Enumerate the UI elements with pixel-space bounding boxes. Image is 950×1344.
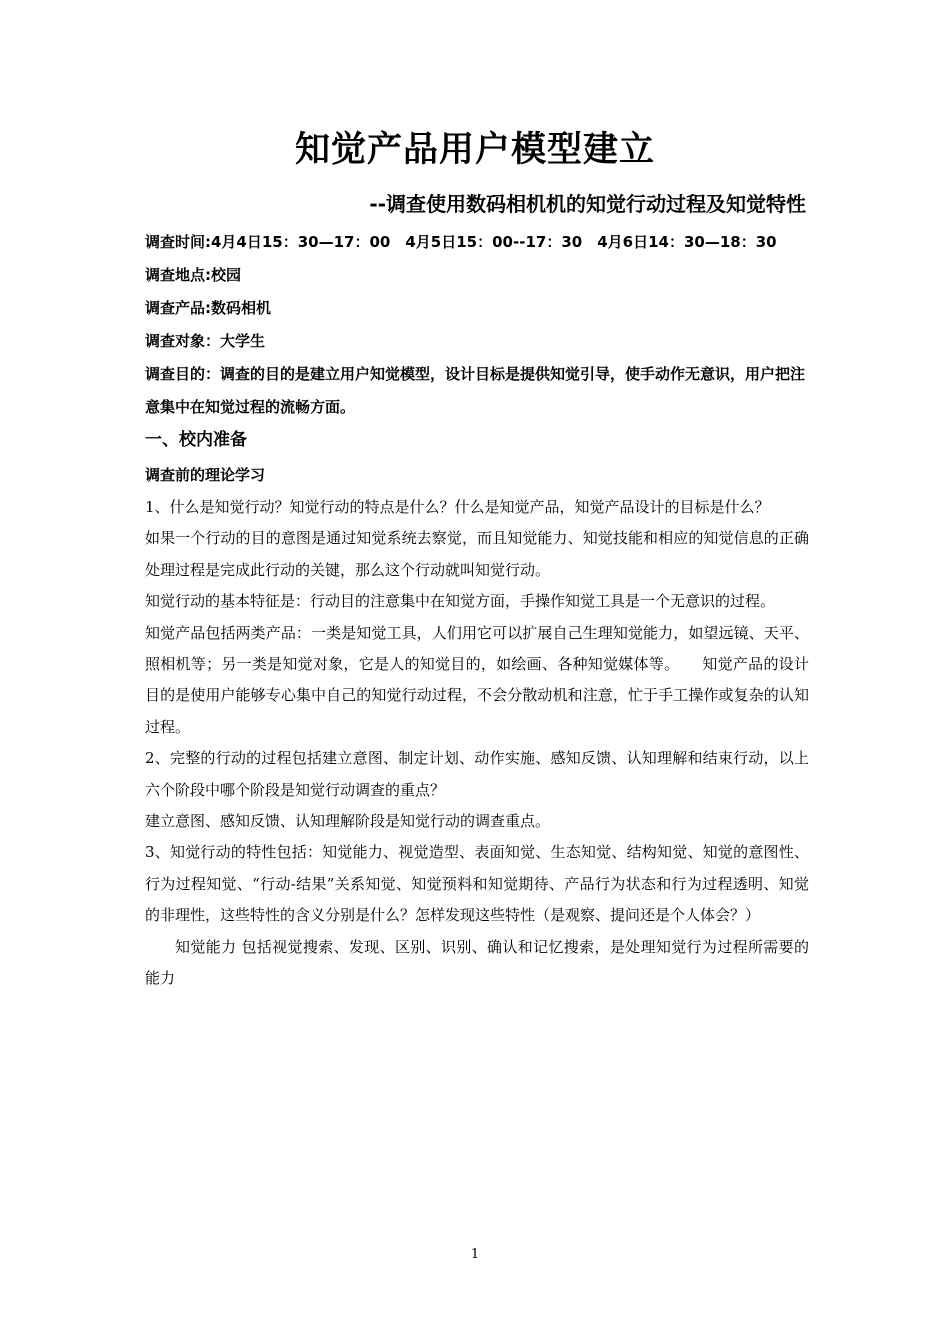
section-subheading: 调查前的理论学习 — [145, 466, 266, 484]
document-body — [145, 226, 809, 995]
paragraph-question-3: 3、知觉行动的特性包括：知觉能力、视觉造型、表面知觉、生态知觉、结构知觉、知觉的意图性、行为过程知觉、“行动-结果”关系知觉、知觉预料和知觉期待、产品行为状态和行为过程透明、知觉的非理性，这些特性的含义分别是什么？怎样发现这些特性（是观察、提问还是个人体会？） — [145, 843, 809, 925]
paragraph-basic-features: 知觉行动的基本特征是：行动目的注意集中在知觉方面，手操作知觉工具是一个无意识的过程。 — [145, 592, 776, 611]
meta-survey-location: 调查地点:校园 — [145, 266, 241, 284]
meta-survey-time: 调查时间:4月4日15：30—17：00 4月5日15：00--17：30 4月6日14：30—18：30 — [145, 233, 777, 251]
document-title: 知觉产品用户模型建立 — [294, 130, 655, 170]
paragraph-perception-ability: 知觉能力 包括视觉搜索、发现、区别、识别、确认和记忆搜索，是处理知觉行为过程所需要的能力 — [145, 937, 809, 988]
paragraph-answer-2: 建立意图、感知反馈、认知理解阶段是知觉行动的调查重点。 — [145, 812, 551, 831]
section-heading: 一、校内准备 — [145, 430, 247, 450]
page-number: 1 — [470, 1247, 480, 1262]
meta-survey-purpose: 调查目的：调查的目的是建立用户知觉模型，设计目标是提供知觉引导，使手动作无意识，用户把注意集中在知觉过程的流畅方面。 — [145, 365, 806, 416]
meta-survey-product: 调查产品:数码相机 — [145, 299, 271, 317]
document-subtitle: --调查使用数码相机机的知觉行动过程及知觉特性 — [369, 192, 806, 216]
paragraph-question-2: 2、完整的行动的过程包括建立意图、制定计划、动作实施、感知反馈、认知理解和结束行动，以上六个阶段中哪个阶段是知觉行动调查的重点？ — [145, 749, 809, 799]
paragraph-definition: 如果一个行动的目的意图是通过知觉系统去察觉，而且知觉能力、知觉技能和相应的知觉信息的正确处理过程是完成此行动的关键，那么这个行动就叫知觉行动。 — [145, 529, 809, 579]
meta-survey-subject: 调查对象：大学生 — [145, 332, 266, 350]
paragraph-question-1: 1、什么是知觉行动？知觉行动的特点是什么？什么是知觉产品，知觉产品设计的目标是什么？ — [145, 498, 770, 516]
paragraph-product-types: 知觉产品包括两类产品：一类是知觉工具，人们用它可以扩展自己生理知觉能力，如望远镜、天平、照相机等；另一类是知觉对象，它是人的知觉目的，如绘画、各种知觉媒体等。 知觉产品的设计目的是使用户能够专心集中自己的知觉行动过程，不会分散动机和注意，忙于手工操作或复杂的认知过程。 — [145, 623, 809, 736]
